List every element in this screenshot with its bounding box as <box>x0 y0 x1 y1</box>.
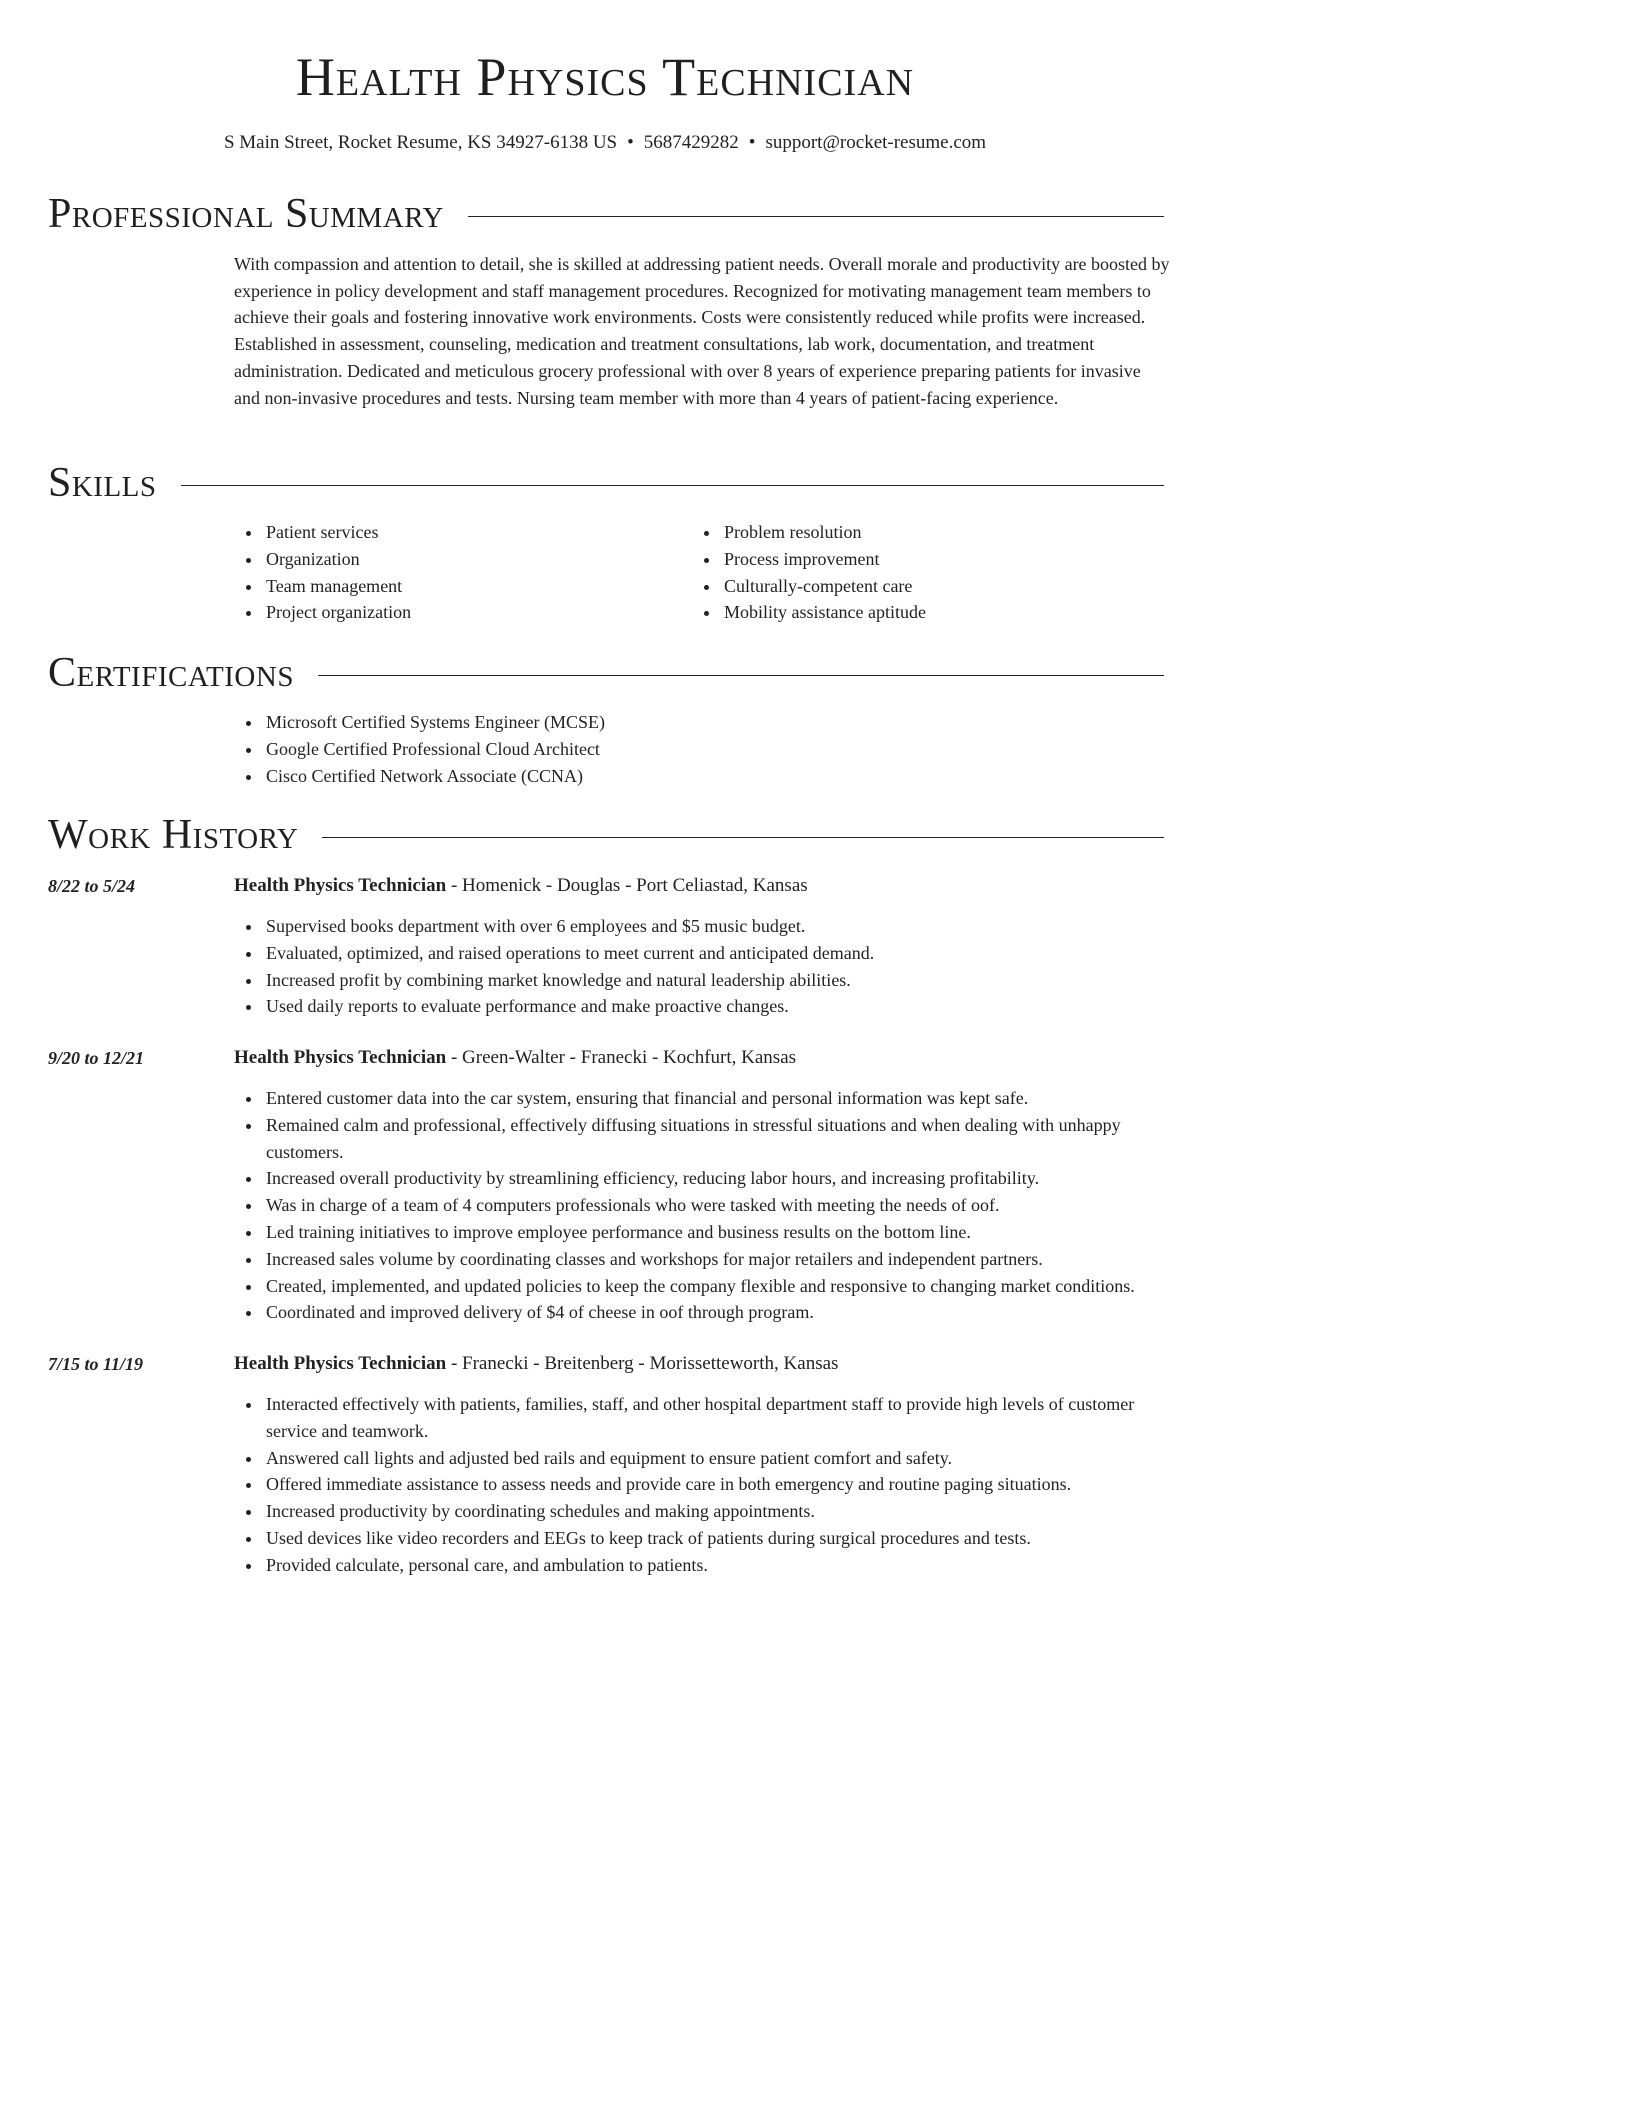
contact-line <box>0 130 1210 156</box>
work-bullet: Used devices like video recorders and EEGs to keep track of patients during surgical procedures and tests. <box>234 1525 1164 1552</box>
work-bullet: Remained calm and professional, effectively diffusing situations in stressful situations and when dealing with unhappy customers. <box>234 1112 1164 1166</box>
section-divider <box>318 675 1164 676</box>
work-heading <box>234 873 808 899</box>
work-dates: 9/20 to 12/21 <box>48 1048 145 1068</box>
work-title: Health Physics Technician <box>234 1353 447 1374</box>
work-dates: 7/15 to 11/19 <box>48 1354 144 1374</box>
work-bullet: Coordinated and improved delivery of $4 of cheese in oof through program. <box>234 1299 1164 1326</box>
certification-item: Cisco Certified Network Associate (CCNA) <box>234 763 605 790</box>
work-section-title: Work History <box>48 812 299 858</box>
work-bullet: Increased sales volume by coordinating classes and workshops for major retailers and independent partners. <box>234 1246 1164 1273</box>
work-bullet: Was in charge of a team of 4 computers professionals who were tasked with meeting the needs of oof. <box>234 1192 1164 1219</box>
contact-email: support@rocket-resume.com <box>765 132 987 153</box>
summary-section-title: Professional Summary <box>48 191 444 237</box>
contact-phone: 5687429282 <box>643 132 739 153</box>
certifications-section-title: Certifications <box>48 650 294 696</box>
work-title: Health Physics Technician <box>234 875 447 896</box>
certifications-section-header <box>48 648 1164 698</box>
skills-section-header <box>48 458 1164 508</box>
section-divider <box>468 216 1164 217</box>
work-bullets <box>234 1085 1164 1326</box>
work-bullet: Offered immediate assistance to assess needs and provide care in both emergency and routine paging situations. <box>234 1471 1164 1498</box>
work-bullet: Increased productivity by coordinating schedules and making appointments. <box>234 1498 1164 1525</box>
skill-item: Culturally-competent care <box>692 573 926 600</box>
work-bullet: Created, implemented, and updated policies to keep the company flexible and responsive to changing market conditions. <box>234 1273 1164 1300</box>
work-bullet: Supervised books department with over 6 employees and $5 music budget. <box>234 913 1164 940</box>
contact-separator: • <box>748 132 756 153</box>
certification-item: Microsoft Certified Systems Engineer (MCSE) <box>234 709 605 736</box>
section-divider <box>181 485 1164 486</box>
work-bullet: Entered customer data into the car system, ensuring that financial and personal information was kept safe. <box>234 1085 1164 1112</box>
skill-item: Mobility assistance aptitude <box>692 599 926 626</box>
work-bullets <box>234 1391 1164 1579</box>
contact-address: S Main Street, Rocket Resume, KS 34927-6138 US <box>223 132 618 153</box>
work-section-header <box>48 810 1164 860</box>
contact-separator: • <box>627 132 634 153</box>
skill-item: Team management <box>234 573 411 600</box>
skill-item: Process improvement <box>692 546 926 573</box>
skill-item: Organization <box>234 546 411 573</box>
resume-name: Health Physics Technician <box>295 47 915 107</box>
work-title: Health Physics Technician <box>234 1047 447 1068</box>
work-bullet: Provided calculate, personal care, and ambulation to patients. <box>234 1552 1164 1579</box>
work-bullets <box>234 913 1164 1020</box>
summary-section-header <box>48 189 1164 239</box>
work-bullet: Increased profit by combining market knowledge and natural leadership abilities. <box>234 967 1164 994</box>
work-company: - Franecki - Breitenberg - Morissetteworth, Kansas <box>446 1353 839 1374</box>
section-divider <box>322 837 1164 838</box>
skill-item: Patient services <box>234 519 411 546</box>
work-company: - Green-Walter - Franecki - Kochfurt, Kansas <box>446 1047 797 1068</box>
work-heading <box>234 1045 796 1071</box>
skill-item: Problem resolution <box>692 519 926 546</box>
work-bullet: Answered call lights and adjusted bed rails and equipment to ensure patient comfort and safety. <box>234 1445 1164 1472</box>
work-bullet: Led training initiatives to improve employee performance and business results on the bottom line. <box>234 1219 1164 1246</box>
work-heading <box>234 1351 838 1377</box>
skill-item: Project organization <box>234 599 411 626</box>
work-bullet: Used daily reports to evaluate performance and make proactive changes. <box>234 993 1164 1020</box>
work-company: - Homenick - Douglas - Port Celiastad, Kansas <box>446 875 808 896</box>
skills-section-title: Skills <box>48 460 157 506</box>
certification-item: Google Certified Professional Cloud Architect <box>234 736 605 763</box>
work-dates: 8/22 to 5/24 <box>48 876 136 896</box>
skills-list-right <box>692 519 926 626</box>
skills-list-left <box>234 519 411 626</box>
work-bullet: Increased overall productivity by streamlining efficiency, reducing labor hours, and increasing profitability. <box>234 1165 1164 1192</box>
work-bullet: Interacted effectively with patients, families, staff, and other hospital department staff to provide high levels of customer service and teamwork. <box>234 1391 1164 1445</box>
certifications-list <box>234 709 605 789</box>
work-bullet: Evaluated, optimized, and raised operations to meet current and anticipated demand. <box>234 940 1164 967</box>
summary-text: With compassion and attention to detail, she is skilled at addressing patient needs. Overall morale and productivity are boosted by experience in policy development and staff management procedures. Recognized for motivating management team members to achieve their goals and fostering innovative work environments. Costs were consistently reduced while profits were increased. Established in assessment, counseling, medication and treatment consultations, lab work, documentation, and treatment administration. Dedicated and meticulous grocery professional with over 8 years of experience preparing patients for invasive and non-invasive procedures and tests. Nursing team member with more than 4 years of patient-facing experience. <box>234 254 1170 408</box>
